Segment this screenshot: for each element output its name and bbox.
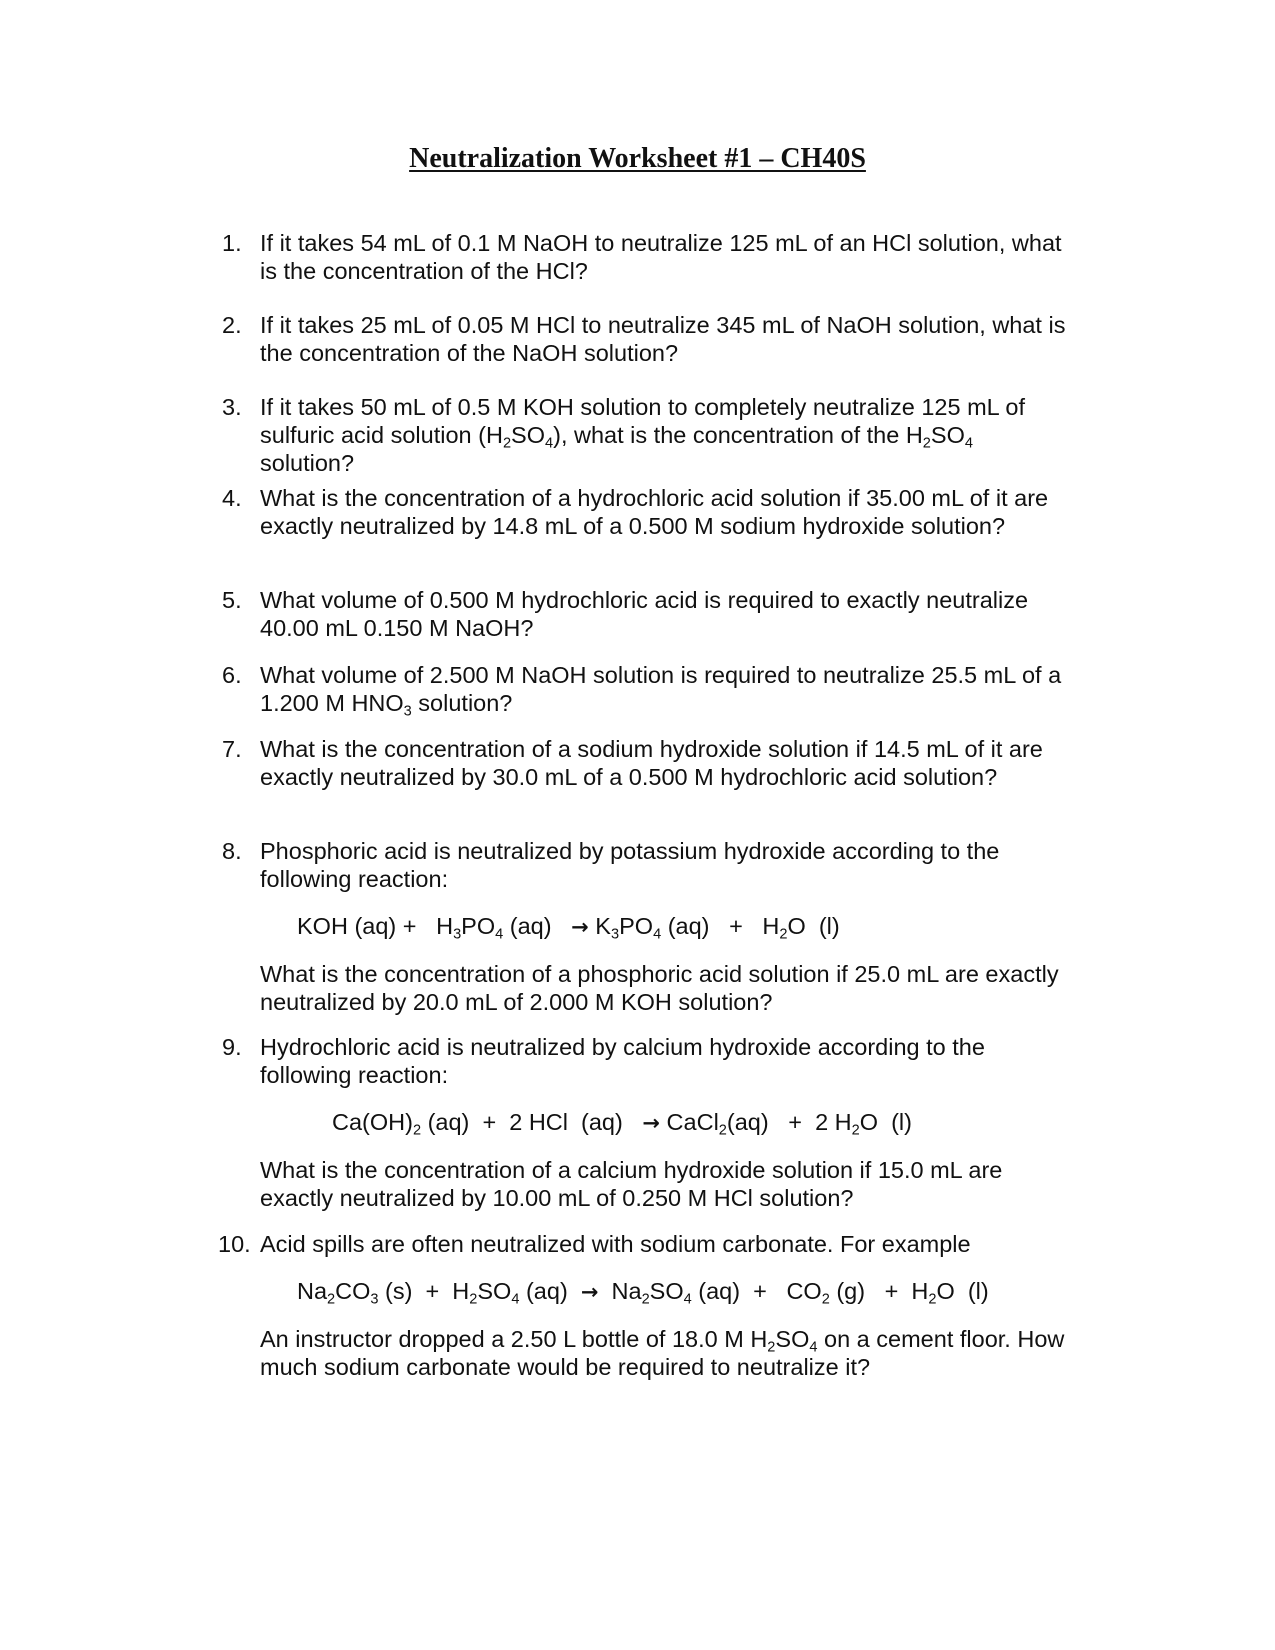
question-5 xyxy=(222,586,1072,642)
question-number: 3. xyxy=(222,394,242,420)
question-7 xyxy=(222,735,1072,791)
question-text: An instructor dropped a 2.50 L bottle of 18.0 M $H_2SO_4$ on a cement floor. How much sodium carbonate would be required to neutralize it? xyxy=(260,1326,1065,1380)
question-text: What is the concentration of a sodium hydroxide solution if 14.5 mL of it are exactly neutralized by 30.0 mL of a 0.500 M hydrochloric acid solution? xyxy=(260,736,1043,790)
arrow-icon: → xyxy=(642,1111,661,1135)
question-text: What volume of 2.500 M NaOH solution is required to neutralize 25.5 mL of a 1.200 M $HNO_3$ solution? xyxy=(260,662,1062,720)
question-number: 4. xyxy=(222,485,242,511)
question-3 xyxy=(222,393,1072,477)
question-text: If it takes 50 mL of 0.5 M KOH solution to completely neutralize 125 mL of sulfuric acid solution $(H_2SO_4)$, what is the concentration of the $H_2SO_4$ solution? xyxy=(260,394,1025,476)
question-intro: Acid spills are often neutralized with sodium carbonate. For example xyxy=(260,1231,971,1257)
reaction-equation: KOH $(aq) + H_3PO_4$ $(aq) \to K_3PO_4$ $(aq) + H_2O$ (l) xyxy=(297,913,840,943)
question-number: 6. xyxy=(222,662,242,688)
question-8 xyxy=(222,837,1072,1016)
question-text: What is the concentration of a phosphoric acid solution if 25.0 mL are exactly neutralized by 20.0 mL of 2.000 M KOH solution? xyxy=(260,961,1059,1015)
question-number: 10. xyxy=(218,1231,251,1257)
question-9 xyxy=(222,1033,1072,1212)
question-intro: Hydrochloric acid is neutralized by calcium hydroxide according to the following reaction: xyxy=(260,1034,985,1088)
question-text: What volume of 0.500 M hydrochloric acid is required to exactly neutralize 40.00 mL 0.150 M NaOH? xyxy=(260,587,1029,641)
question-number: 2. xyxy=(222,312,242,338)
question-number: 9. xyxy=(222,1034,242,1060)
question-text: If it takes 25 mL of 0.05 M HCl to neutralize 345 mL of NaOH solution, what is the concentration of the NaOH solution? xyxy=(260,312,1066,366)
arrow-icon: → xyxy=(580,1280,599,1304)
question-10 xyxy=(218,1230,1072,1381)
question-number: 8. xyxy=(222,838,242,864)
question-text: What is the concentration of a calcium hydroxide solution if 15.0 mL are exactly neutralized by 10.00 mL of 0.250 M HCl solution? xyxy=(260,1157,1003,1211)
question-6 xyxy=(222,661,1072,720)
reaction-equation: $Na_2CO_3$ $(s) + H_2SO_4$ $(aq) \to Na_2SO_4$ $(aq) + CO_2$ $(g) + H_2O$ (l) xyxy=(297,1278,989,1308)
question-number: 5. xyxy=(222,587,242,613)
question-intro: Phosphoric acid is neutralized by potassium hydroxide according to the following reaction: xyxy=(260,838,1000,892)
reaction-equation: $Ca(OH)_2$ (aq) + 2 HCl (aq) → CaCl$_2$(aq) + 2 $H_2O$ (l) xyxy=(332,1109,912,1139)
page-title: Neutralization Worksheet #1 – CH40S xyxy=(409,143,866,174)
question-number: 7. xyxy=(222,736,242,762)
question-4 xyxy=(222,484,1072,540)
question-number: 1. xyxy=(222,230,242,256)
question-text: What is the concentration of a hydrochloric acid solution if 35.00 mL of it are exactly neutralized by 14.8 mL of a 0.500 M sodium hydroxide solution? xyxy=(260,485,1049,539)
question-text: If it takes 54 mL of 0.1 M NaOH to neutralize 125 mL of an HCl solution, what is the concentration of the HCl? xyxy=(260,230,1062,284)
question-1 xyxy=(222,229,1072,285)
arrow-icon: → xyxy=(571,915,589,939)
question-2 xyxy=(222,311,1072,367)
